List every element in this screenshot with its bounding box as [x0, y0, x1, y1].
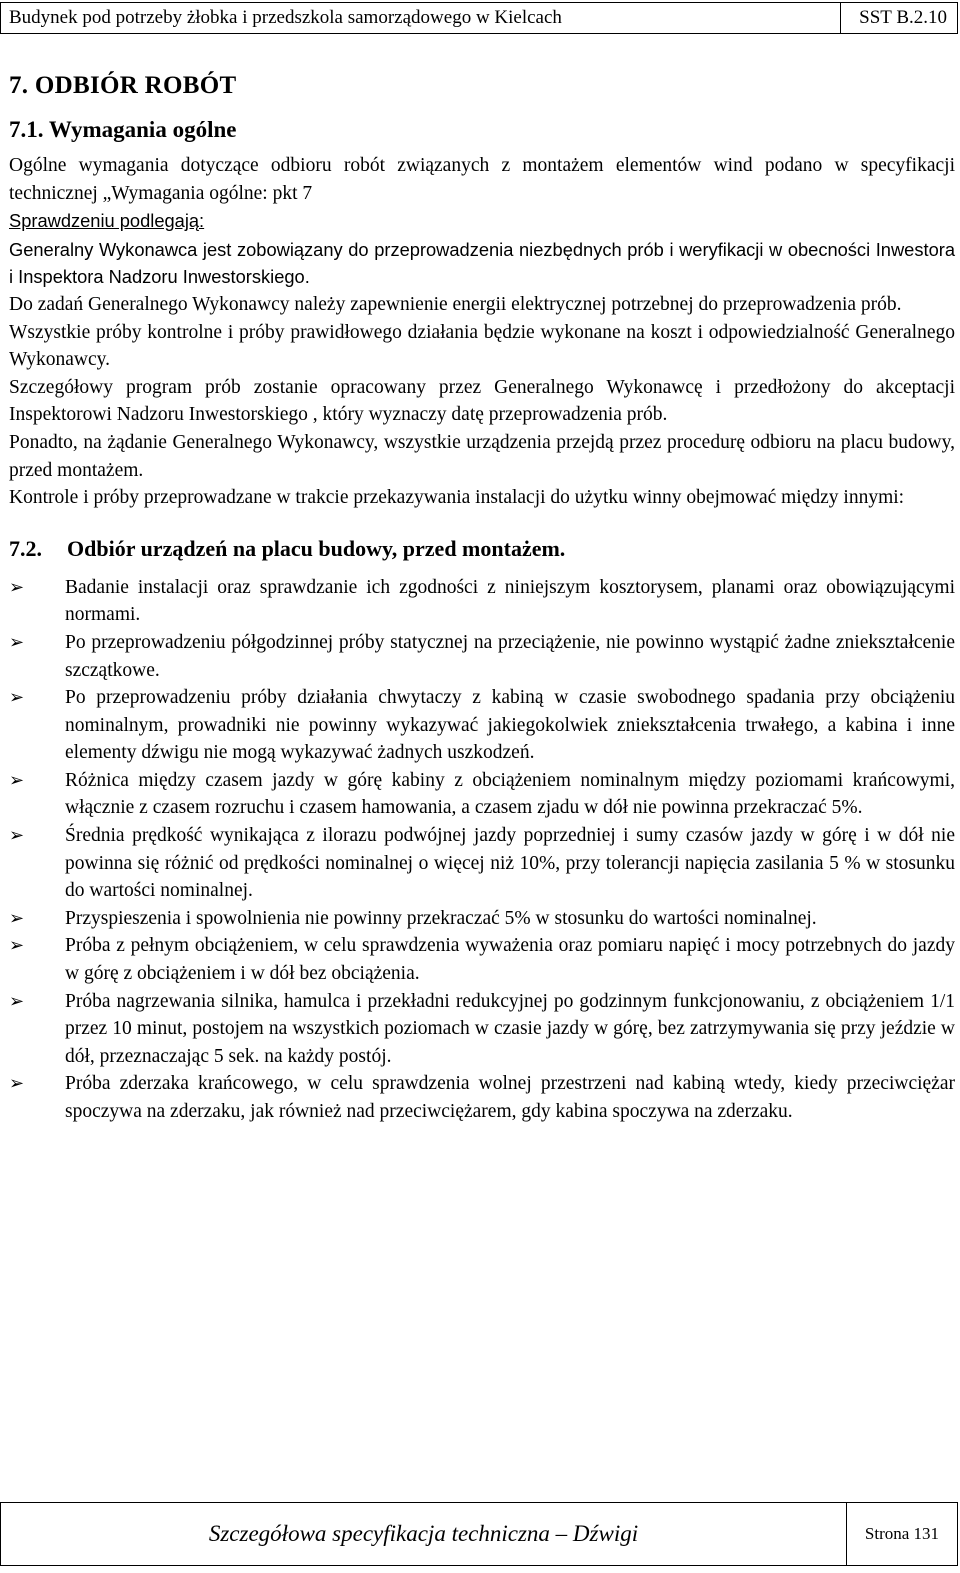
arrow-bullet-icon: ➢: [9, 687, 25, 709]
requirements-list: [9, 574, 955, 1126]
arrow-bullet-icon: ➢: [9, 1073, 25, 1095]
footer-title: Szczegółowa specyfikacja techniczna – Dźwigi: [1, 1503, 847, 1565]
arrow-bullet-icon: ➢: [9, 631, 25, 653]
list-item: ➢ Badanie instalacji oraz sprawdzanie ich zgodności z niniejszym kosztorysem, planami oraz obowiązującymi normami.: [9, 574, 955, 629]
list-item: ➢ Średnia prędkość wynikająca z ilorazu podwójnej jazdy poprzedniej i sumy czasów jazdy w górę i w dół nie powinna się różnić od prędkości nominalnej o więcej niż 10%, przy tolerancji napięcia zasilania 5 % w stosunku do wartości nominalnej.: [9, 822, 955, 905]
header-title: Budynek pod potrzeby żłobka i przedszkola samorządowego w Kielcach: [1, 3, 841, 33]
page-number: Strona 131: [864, 1524, 940, 1543]
list-item: ➢ Przyspieszenia i spowolnienia nie powinny przekraczać 5% w stosunku do wartości nominalnej.: [9, 905, 955, 933]
arrow-bullet-icon: ➢: [9, 769, 25, 791]
paragraph-general-requirements: Ogólne wymagania dotyczące odbioru robót związanych z montażem elementów wind podano w specyfikacji technicznej „Wymagania ogólne: pkt 7: [9, 155, 955, 204]
paragraph-contractor-obligation: Generalny Wykonawca jest zobowiązany do przeprowadzenia niezbędnych prób i weryfikacji w obecności Inwestora i Inspektora Nadzoru Inwestorskiego.: [9, 238, 955, 288]
list-item: ➢ Próba nagrzewania silnika, hamulca i przekładni redukcyjnej po godzinnym funkcjonowaniu, z obciążeniem 1/1 przez 10 minut, postojem na wszystkich poziomach w czasie jazdy w górę, bez zatrzymywania się przy jeździe w dół, przeznaczając 5 sek. na każdy postój.: [9, 988, 955, 1071]
section-7-2-title: [9, 532, 955, 566]
paragraph-program: Szczegółowy program prób zostanie opracowany przez Generalnego Wykonawcę i przedłożony do akceptacji Inspektorowi Nadzoru Inwestorskiego , który wyznaczy datę przeprowadzenia prób.: [9, 376, 955, 426]
subject-label-text: Sprawdzeniu podlegają:: [9, 210, 205, 232]
list-item: ➢ Różnica między czasem jazdy w górę kabiny z obciążeniem nominalnym między poziomami krańcowymi, włącznie z czasem rozruchu i czasem hamowania, a czasem zjadu w dół nie powinna przekraczać 5%.: [9, 767, 955, 822]
header-code: SST B.2.10: [859, 7, 947, 28]
paragraph-controls: Kontrole i próby przeprowadzane w trakcie przekazywania instalacji do użytku winny obejmować między innymi:: [9, 487, 905, 509]
arrow-bullet-icon: ➢: [9, 990, 25, 1012]
section-7-2-text: Odbiór urządzeń na placu budowy, przed montażem.: [67, 535, 566, 561]
arrow-bullet-icon: ➢: [9, 907, 25, 929]
list-item: ➢ Próba z pełnym obciążeniem, w celu sprawdzenia wyważenia oraz pomiaru napięć i mocy potrzebnych do jazdy w górę z obciążeniem i w dół bez obciążenia.: [9, 932, 955, 987]
page-header: [0, 2, 958, 34]
subject-label: [9, 207, 955, 236]
page-footer: [0, 1502, 958, 1566]
list-item: ➢ Po przeprowadzeniu półgodzinnej próby statycznej na przeciążenie, nie powinno wystąpić żadne zniekształcenie szczątkowe.: [9, 629, 955, 684]
section-7-1-title: 7.1. Wymagania ogólne: [9, 117, 237, 142]
paragraph-costs: Wszystkie próby kontrolne i próby prawidłowego działania będzie wykonane na koszt i odpowiedzialność Generalnego Wykonawcy.: [9, 321, 955, 371]
paragraph-procedure: Ponadto, na żądanie Generalnego Wykonawcy, wszystkie urządzenia przejdą przez procedurę odbioru na placu budowy, przed montażem.: [9, 431, 955, 481]
arrow-bullet-icon: ➢: [9, 825, 25, 847]
list-item: ➢ Po przeprowadzeniu próby działania chwytaczy z kabiną w czasie swobodnego spadania przy obciążeniu nominalnym, prowadniki nie powinny wykazywać jakiegokolwiek zniekształcenia trwałego, a kabina i inne elementy dźwigu nie mogą wykazywać żadnych uszkodzeń.: [9, 684, 955, 767]
section-7-2-number: 7.2.: [9, 535, 42, 561]
paragraph-energy: Do zadań Generalnego Wykonawcy należy zapewnienie energii elektrycznej potrzebnej do przeprowadzenia prób.: [9, 293, 902, 315]
arrow-bullet-icon: ➢: [9, 576, 25, 598]
section-7-title: 7. ODBIÓR ROBÓT: [9, 72, 237, 99]
document-body: [9, 62, 955, 1126]
list-item: ➢ Próba zderzaka krańcowego, w celu sprawdzenia wolnej przestrzeni nad kabiną wtedy, kiedy przeciwciężar spoczywa na zderzaku, jak również nad przeciwciężarem, gdy kabina spoczywa na zderzaku.: [9, 1070, 955, 1125]
arrow-bullet-icon: ➢: [9, 935, 25, 957]
